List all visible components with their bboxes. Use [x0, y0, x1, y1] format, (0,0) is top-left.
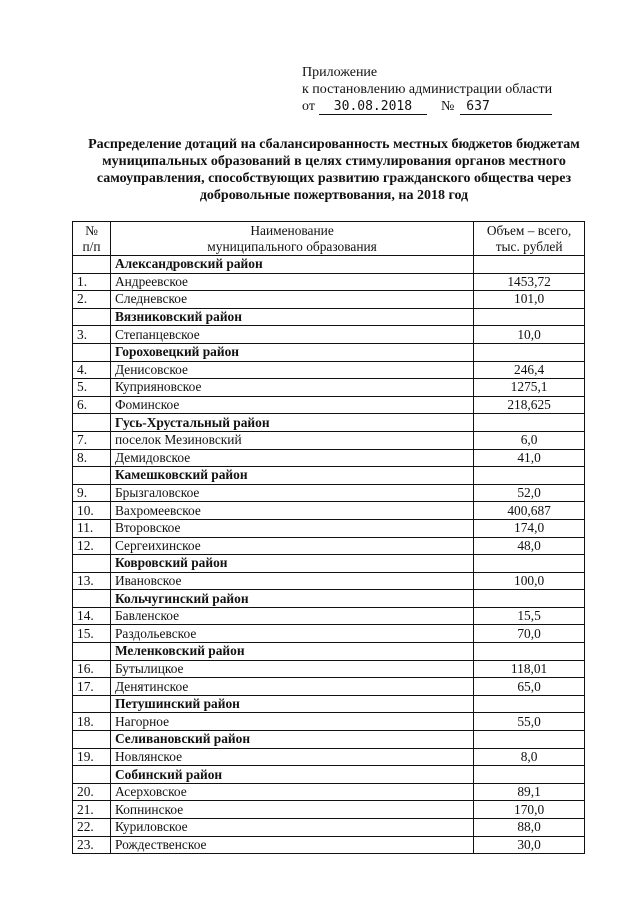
- table-row: [73, 291, 585, 309]
- row-number: 18.: [73, 713, 111, 731]
- row-number: 22.: [73, 819, 111, 837]
- decree-number: 637: [460, 99, 552, 115]
- municipality-name: Сергеихинское: [110, 537, 473, 555]
- district-value-cell: [474, 731, 585, 749]
- municipality-name: Рождественское: [110, 836, 473, 854]
- row-number: 3.: [73, 326, 111, 344]
- table-row: [73, 625, 585, 643]
- amount-value: 1453,72: [474, 273, 585, 291]
- appendix-title: Приложение: [302, 65, 378, 80]
- row-number: 5.: [73, 379, 111, 397]
- row-number: 11.: [73, 519, 111, 537]
- district-row: [73, 343, 585, 361]
- amount-value: 170,0: [474, 801, 585, 819]
- district-number-cell: [73, 731, 111, 749]
- municipality-name: Степанцевское: [110, 326, 473, 344]
- table-body: [73, 256, 585, 854]
- row-number: 14.: [73, 607, 111, 625]
- municipality-name: Новлянское: [110, 748, 473, 766]
- row-number: 2.: [73, 291, 111, 309]
- header-name: Наименование муниципального образования: [110, 222, 473, 256]
- row-number: 9.: [73, 484, 111, 502]
- table-row: [73, 819, 585, 837]
- district-name: Ковровский район: [110, 555, 473, 573]
- district-row: [73, 555, 585, 573]
- district-number-cell: [73, 590, 111, 608]
- district-number-cell: [73, 643, 111, 661]
- table-row: [73, 273, 585, 291]
- amount-value: 15,5: [474, 607, 585, 625]
- district-value-cell: [474, 308, 585, 326]
- district-value-cell: [474, 343, 585, 361]
- municipality-name: Бавленское: [110, 607, 473, 625]
- amount-value: 400,687: [474, 502, 585, 520]
- header-number: № п/п: [73, 222, 111, 256]
- table-row: [73, 396, 585, 414]
- district-row: [73, 256, 585, 274]
- table-row: [73, 783, 585, 801]
- table-row: [73, 502, 585, 520]
- district-number-cell: [73, 308, 111, 326]
- district-name: Вязниковский район: [110, 308, 473, 326]
- from-label: от: [302, 99, 315, 114]
- district-row: [73, 731, 585, 749]
- district-value-cell: [474, 590, 585, 608]
- number-label: №: [440, 99, 455, 114]
- municipality-name: поселок Мезиновский: [110, 431, 473, 449]
- municipality-name: Демидовское: [110, 449, 473, 467]
- table-row: [73, 572, 585, 590]
- municipality-name: Фоминское: [110, 396, 473, 414]
- table-row: [73, 713, 585, 731]
- district-name: Кольчугинский район: [110, 590, 473, 608]
- district-value-cell: [474, 643, 585, 661]
- district-number-cell: [73, 343, 111, 361]
- amount-value: 70,0: [474, 625, 585, 643]
- row-number: 16.: [73, 660, 111, 678]
- district-row: [73, 414, 585, 432]
- row-number: 17.: [73, 678, 111, 696]
- row-number: 20.: [73, 783, 111, 801]
- municipality-name: Ивановское: [110, 572, 473, 590]
- municipality-name: Куриловское: [110, 819, 473, 837]
- row-number: 4.: [73, 361, 111, 379]
- municipality-name: Андреевское: [110, 273, 473, 291]
- row-number: 10.: [73, 502, 111, 520]
- district-name: Петушинский район: [110, 695, 473, 713]
- district-name: Гусь-Хрустальный район: [110, 414, 473, 432]
- district-row: [73, 308, 585, 326]
- table-row: [73, 449, 585, 467]
- subsidy-table: [72, 221, 585, 854]
- district-name: Гороховецкий район: [110, 343, 473, 361]
- amount-value: 8,0: [474, 748, 585, 766]
- municipality-name: Копнинское: [110, 801, 473, 819]
- amount-value: 48,0: [474, 537, 585, 555]
- row-number: 23.: [73, 836, 111, 854]
- municipality-name: Вахромеевское: [110, 502, 473, 520]
- district-number-cell: [73, 555, 111, 573]
- district-name: Собинский район: [110, 766, 473, 784]
- district-number-cell: [73, 256, 111, 274]
- row-number: 6.: [73, 396, 111, 414]
- amount-value: 30,0: [474, 836, 585, 854]
- district-value-cell: [474, 467, 585, 485]
- table-row: [73, 484, 585, 502]
- municipality-name: Второвское: [110, 519, 473, 537]
- table-row: [73, 801, 585, 819]
- municipality-name: Бутылицкое: [110, 660, 473, 678]
- table-row: [73, 678, 585, 696]
- amount-value: 246,4: [474, 361, 585, 379]
- row-number: 13.: [73, 572, 111, 590]
- municipality-name: Раздольевское: [110, 625, 473, 643]
- table-row: [73, 361, 585, 379]
- district-row: [73, 467, 585, 485]
- row-number: 1.: [73, 273, 111, 291]
- district-name: Меленковский район: [110, 643, 473, 661]
- district-row: [73, 695, 585, 713]
- table-row: [73, 660, 585, 678]
- district-row: [73, 766, 585, 784]
- district-row: [73, 590, 585, 608]
- appendix-date-number: [302, 98, 602, 115]
- amount-value: 89,1: [474, 783, 585, 801]
- table-row: [73, 379, 585, 397]
- table-row: [73, 748, 585, 766]
- table-row: [73, 836, 585, 854]
- appendix-block: [302, 64, 602, 115]
- amount-value: 100,0: [474, 572, 585, 590]
- table-row: [73, 607, 585, 625]
- district-value-cell: [474, 695, 585, 713]
- municipality-name: Куприяновское: [110, 379, 473, 397]
- district-value-cell: [474, 256, 585, 274]
- municipality-name: Брызгаловское: [110, 484, 473, 502]
- amount-value: 10,0: [474, 326, 585, 344]
- amount-value: 65,0: [474, 678, 585, 696]
- municipality-name: Денисовское: [110, 361, 473, 379]
- amount-value: 118,01: [474, 660, 585, 678]
- table-row: [73, 326, 585, 344]
- district-name: Александровский район: [110, 256, 473, 274]
- amount-value: 6,0: [474, 431, 585, 449]
- district-value-cell: [474, 414, 585, 432]
- row-number: 15.: [73, 625, 111, 643]
- document-title: Распределение дотаций на сбалансированность местных бюджетов бюджетам муниципальных образований в целях стимулирования органов местного самоуправления, способствующих развитию гражданского общества через добровольные пожертвования, на 2018 год: [88, 137, 580, 203]
- row-number: 19.: [73, 748, 111, 766]
- amount-value: 55,0: [474, 713, 585, 731]
- amount-value: 101,0: [474, 291, 585, 309]
- table-header-row: [73, 222, 585, 256]
- decree-date: 30.08.2018: [319, 99, 427, 115]
- table-row: [73, 519, 585, 537]
- amount-value: 1275,1: [474, 379, 585, 397]
- municipality-name: Денятинское: [110, 678, 473, 696]
- district-value-cell: [474, 555, 585, 573]
- row-number: 8.: [73, 449, 111, 467]
- row-number: 12.: [73, 537, 111, 555]
- amount-value: 218,625: [474, 396, 585, 414]
- row-number: 7.: [73, 431, 111, 449]
- district-name: Камешковский район: [110, 467, 473, 485]
- district-row: [73, 643, 585, 661]
- municipality-name: Следневское: [110, 291, 473, 309]
- district-number-cell: [73, 695, 111, 713]
- amount-value: 88,0: [474, 819, 585, 837]
- district-number-cell: [73, 414, 111, 432]
- district-number-cell: [73, 467, 111, 485]
- table-row: [73, 431, 585, 449]
- district-name: Селивановский район: [110, 731, 473, 749]
- header-value: Объем – всего, тыс. рублей: [474, 222, 585, 256]
- amount-value: 52,0: [474, 484, 585, 502]
- municipality-name: Нагорное: [110, 713, 473, 731]
- table-row: [73, 537, 585, 555]
- row-number: 21.: [73, 801, 111, 819]
- district-value-cell: [474, 766, 585, 784]
- amount-value: 41,0: [474, 449, 585, 467]
- district-number-cell: [73, 766, 111, 784]
- municipality-name: Асерховское: [110, 783, 473, 801]
- amount-value: 174,0: [474, 519, 585, 537]
- appendix-reference: к постановлению администрации области: [302, 82, 553, 97]
